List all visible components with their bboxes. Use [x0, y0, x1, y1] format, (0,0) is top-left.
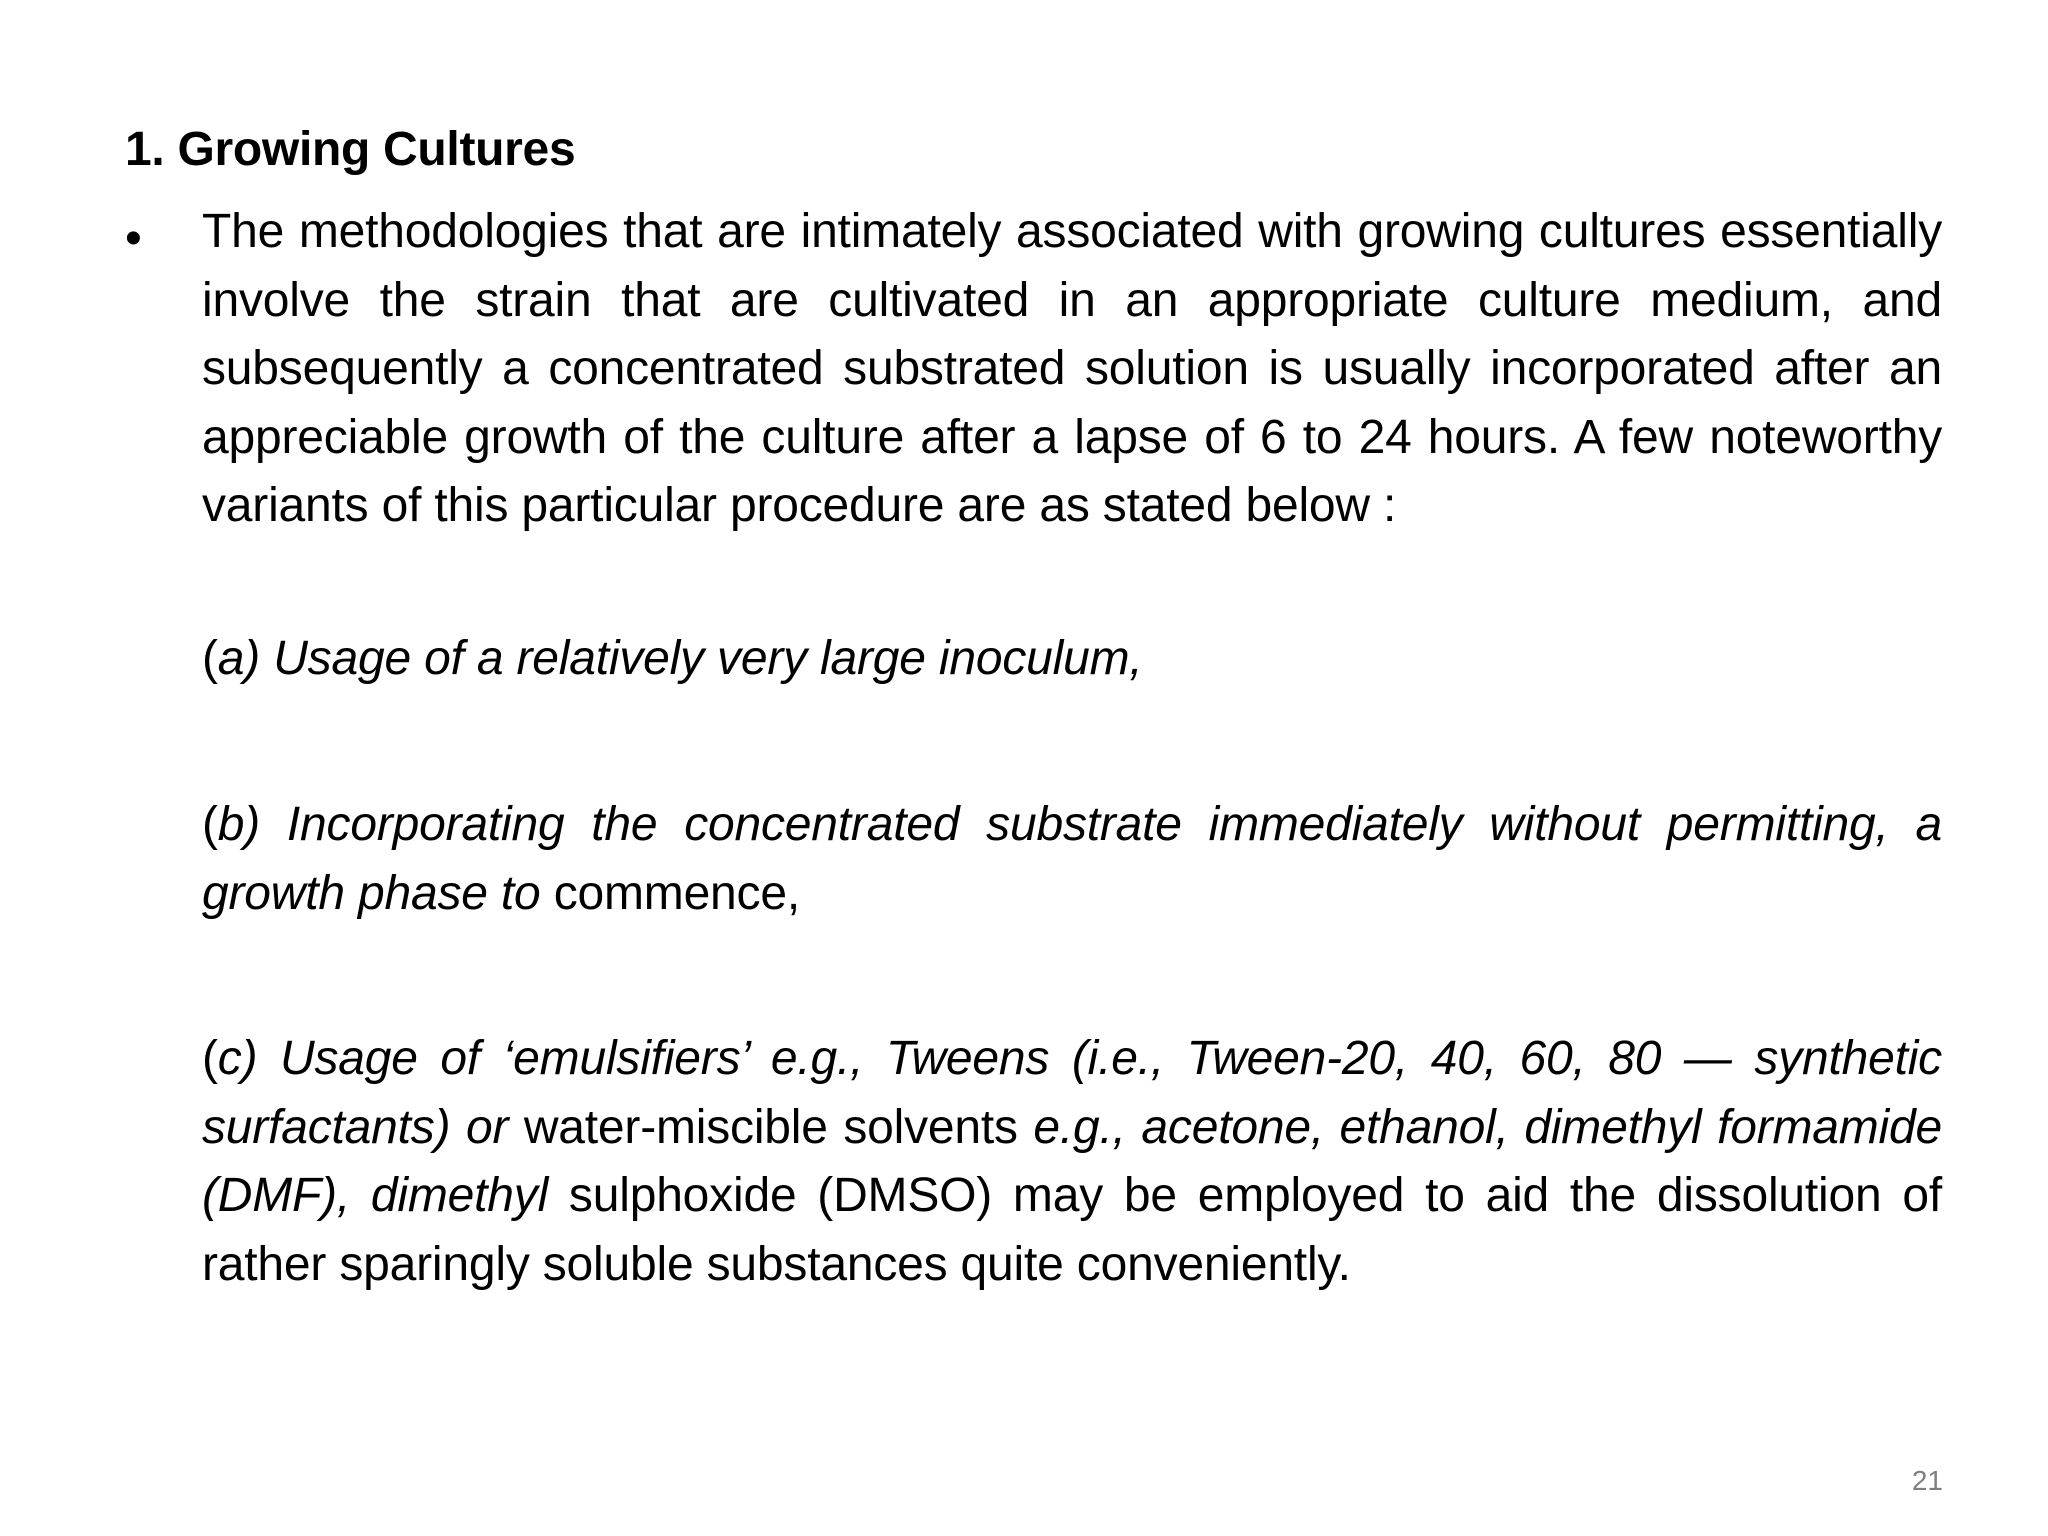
intro-paragraph: The methodologies that are intimately associated with growing cultures essentially involve the strain that are cultivated in an appropriate culture medium, and subsequently a concentrated substrated solution is usually incorporated after an appreciable growth of the culture after a lapse of 6 to 24 hours. A few noteworthy variants of this particular procedure are as stated below : — [202, 205, 1942, 532]
variant-b-italic-text: b) Incorporating the concentrated substrate immediately without permitting, a growth phase to — [202, 798, 1942, 920]
variant-b-paren: ( — [202, 798, 218, 851]
variant-b-normal-text: commence, — [540, 866, 800, 920]
variant-c-normal-2: sulphoxide (DMSO) may be employed to aid the dissolution of rather sparingly soluble substances quite conveniently. — [202, 1169, 1942, 1291]
variant-a-paren: ( — [202, 632, 218, 685]
variant-c — [202, 1025, 1942, 1299]
variant-c-normal-1: water-miscible solvents — [508, 1100, 1034, 1154]
page-number: 21 — [1911, 1465, 1943, 1496]
variant-c-italic-1: c) Usage of ‘emulsifiers’ e.g., Tweens (i.e., Tween-20, 40, 60, 80 — synthetic surfactants) or — [202, 1032, 1942, 1154]
variant-b — [202, 791, 1942, 928]
variant-c-italic-2: e.g., acetone, ethanol, dimethyl formamide (DMF), dimethyl — [202, 1100, 1942, 1222]
section-heading: 1. Growing Cultures — [125, 123, 576, 176]
bullet-marker: • — [125, 212, 142, 265]
variant-a — [202, 625, 1942, 694]
variant-a-text: a) Usage of a relatively very large inoculum, — [217, 632, 1143, 685]
variant-c-paren: ( — [202, 1032, 218, 1085]
